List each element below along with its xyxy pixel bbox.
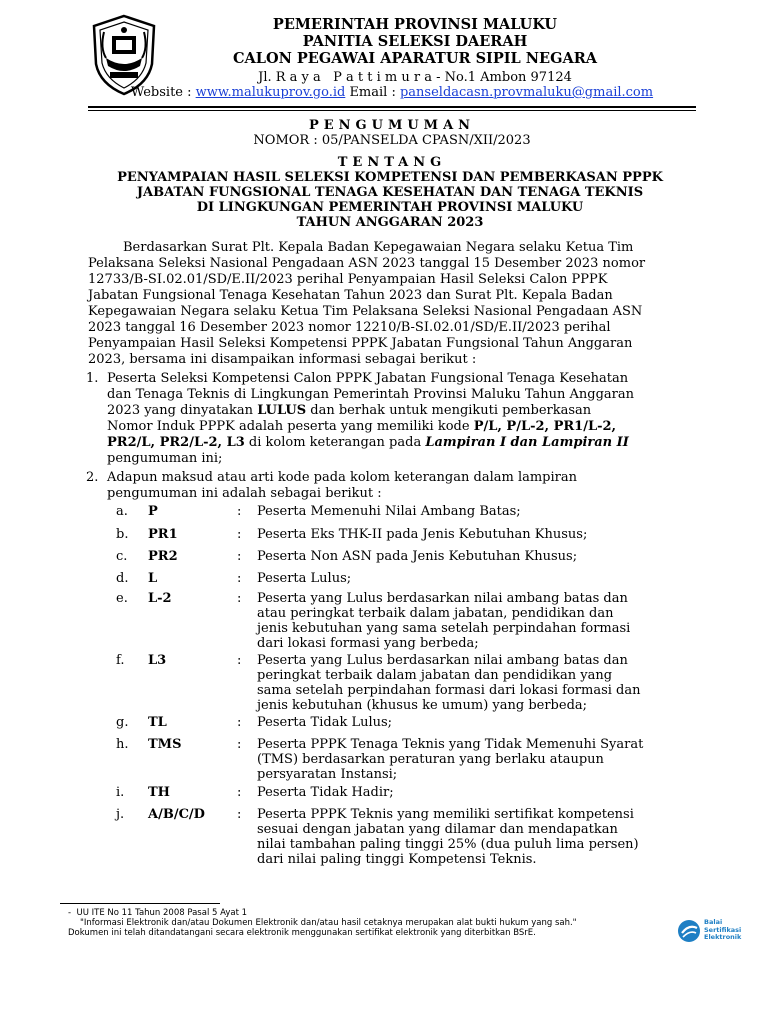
email-link[interactable]: panseldacasn.provmaluku@gmail.com	[399, 85, 654, 100]
point-1-text: 2023 yang dinyatakan	[107, 403, 258, 418]
code-colon: :	[237, 715, 242, 730]
point-1-line-3	[107, 403, 695, 418]
intro-line-4: Jabatan Fungsional Tenaga Kesehatan Tahun 2023 dan Surat Plt. Kepala Badan	[88, 288, 613, 303]
code-description	[257, 591, 684, 651]
code-letter: g.	[116, 715, 129, 730]
code-letter: j.	[116, 807, 125, 822]
code-value: P	[148, 504, 158, 519]
code-colon: :	[237, 527, 242, 542]
lampiran-label: Lampiran I dan Lampiran II	[425, 435, 629, 450]
email-label: Email :	[345, 85, 400, 100]
code-description-line: Peserta yang Lulus berdasarkan nilai ambang batas dan	[257, 591, 628, 606]
footer-line-3: Dokumen ini telah ditandatangani secara elektronik menggunakan sertifikat elektronik yang diterbitkan BSrE.	[68, 928, 536, 938]
code-description-line: Peserta Memenuhi Nilai Ambang Batas;	[257, 504, 521, 519]
intro-line-2: Pelaksana Seleksi Nasional Pengadaan ASN 2023 tanggal 15 Desember 2023 nomor	[88, 256, 646, 271]
point-1-line-4	[107, 419, 695, 434]
announcement-title: PENGUMUMAN	[308, 118, 476, 133]
letterhead-divider-thin	[88, 110, 696, 111]
website-link[interactable]: www.malukuprov.go.id	[195, 85, 346, 100]
letterhead-line-3: CALON PEGAWAI APARATUR SIPIL NEGARA	[232, 50, 598, 67]
code-colon: :	[237, 785, 242, 800]
code-colon: :	[237, 807, 242, 822]
code-value: TMS	[148, 737, 182, 752]
code-description-line: Peserta Tidak Hadir;	[257, 785, 394, 800]
code-value: L3	[148, 653, 167, 668]
code-description-line: peringkat terbaik dalam jabatan dan pendidikan yang	[257, 668, 613, 683]
code-value: A/B/C/D	[148, 807, 205, 822]
code-description-line: dari nilai paling tinggi Kompetensi Teknis.	[257, 852, 537, 867]
point-2-line-2: pengumuman ini adalah sebagai berikut :	[107, 486, 382, 501]
point-1-line-6: pengumuman ini;	[107, 451, 223, 466]
code-description-line: Peserta Tidak Lulus;	[257, 715, 393, 730]
code-description	[257, 653, 684, 713]
point-1-text: dan berhak untuk mengikuti pemberkasan	[306, 403, 592, 418]
code-value: TH	[148, 785, 170, 800]
code-description-line: nilai tambahan paling tinggi 25% (dua puluh lima persen)	[257, 837, 639, 852]
point-1-line-5	[107, 435, 695, 450]
intro-line-8: 2023, bersama ini disampaikan informasi sebagai berikut :	[88, 352, 477, 367]
code-letter: b.	[116, 527, 129, 542]
subject-line-1: PENYAMPAIAN HASIL SELEKSI KOMPETENSI DAN PEMBERKASAN PPPK	[117, 170, 663, 185]
code-description-line: atau peringkat terbaik dalam jabatan, pendidikan dan	[257, 606, 614, 621]
point-1-line-2: dan Tenaga Teknis di Lingkungan Pemerintah Provinsi Maluku Tahun Anggaran	[107, 387, 634, 402]
announcement-about: TENTANG	[337, 155, 447, 170]
letterhead-divider-thick	[88, 106, 696, 108]
code-value: L	[148, 571, 158, 586]
footer-line-2: "Informasi Elektronik dan/atau Dokumen Elektronik dan/atau hasil cetaknya merupakan alat bukti hukum yang sah."	[80, 918, 577, 928]
point-2-number: 2.	[86, 470, 99, 485]
code-colon: :	[237, 591, 242, 606]
code-description	[257, 807, 684, 867]
intro-line-5: Kepegawaian Negara selaku Ketua Tim Pelaksana Seleksi Nasional Pengadaan ASN	[88, 304, 643, 319]
website-label: Website :	[130, 85, 196, 100]
code-letter: i.	[116, 785, 125, 800]
code-value: L-2	[148, 591, 172, 606]
point-2-line-1: Adapun maksud atau arti kode pada kolom keterangan dalam lampiran	[107, 470, 577, 485]
code-description	[257, 504, 684, 519]
code-description-line: jenis kebutuhan yang sama setelah perpindahan formasi	[257, 621, 631, 636]
code-value: TL	[148, 715, 167, 730]
subject-line-2: JABATAN FUNGSIONAL TENAGA KESEHATAN DAN TENAGA TEKNIS	[136, 185, 644, 200]
codes-label: PR2/L, PR2/L-2, L3	[107, 435, 245, 450]
code-description-line: Peserta PPPK Teknis yang memiliki sertifikat kompetensi	[257, 807, 634, 822]
code-letter: c.	[116, 549, 128, 564]
code-description-line: sesuai dengan jabatan yang dilamar dan mendapatkan	[257, 822, 618, 837]
letterhead-line-2: PANITIA SELEKSI DAERAH	[302, 33, 528, 50]
code-description	[257, 549, 684, 564]
announcement-number: NOMOR : 05/PANSELDA CPASN/XII/2023	[253, 133, 531, 148]
code-colon: :	[237, 504, 242, 519]
intro-line-7: Penyampaian Hasil Seleksi Kompetensi PPPK Jabatan Fungsional Tahun Anggaran	[88, 336, 633, 351]
code-description	[257, 715, 684, 730]
intro-line-6: 2023 tanggal 16 Desember 2023 nomor 12210/B-SI.02.01/SD/E.II/2023 perihal	[88, 320, 611, 335]
footer-divider	[60, 903, 220, 904]
point-1-line-1: Peserta Seleksi Kompetensi Calon PPPK Jabatan Fungsional Tenaga Kesehatan	[107, 371, 629, 386]
code-description-line: dari lokasi formasi yang berbeda;	[257, 636, 479, 651]
code-letter: d.	[116, 571, 129, 586]
letterhead-line-1: PEMERINTAH PROVINSI MALUKU	[272, 16, 558, 33]
subject-line-3: DI LINGKUNGAN PEMERINTAH PROVINSI MALUKU	[196, 200, 584, 215]
point-1-text: Nomor Induk PPPK adalah peserta yang memiliki kode	[107, 419, 474, 434]
code-colon: :	[237, 549, 242, 564]
lulus-label: LULUS	[257, 403, 307, 418]
code-description	[257, 737, 684, 782]
point-1-text: di kolom keterangan pada	[244, 435, 426, 450]
code-description-line: Peserta Non ASN pada Jenis Kebutuhan Khusus;	[257, 549, 578, 564]
intro-line-1: Berdasarkan Surat Plt. Kepala Badan Kepegawaian Negara selaku Ketua Tim	[123, 240, 634, 255]
code-description	[257, 571, 684, 586]
code-description-line: jenis kebutuhan (khusus ke umum) yang berbeda;	[257, 698, 588, 713]
code-description-line: sama setelah perpindahan formasi dari lokasi formasi dan	[257, 683, 641, 698]
code-description-line: Peserta PPPK Tenaga Teknis yang Tidak Memenuhi Syarat	[257, 737, 644, 752]
code-value: PR1	[148, 527, 178, 542]
bsre-logo-text: Balai Sertifikasi Elektronik	[704, 918, 742, 941]
code-letter: a.	[116, 504, 128, 519]
code-colon: :	[237, 737, 242, 752]
maluku-coat-of-arms-logo	[90, 14, 158, 96]
code-description	[257, 527, 684, 542]
code-description-line: Peserta Eks THK-II pada Jenis Kebutuhan Khusus;	[257, 527, 588, 542]
code-letter: h.	[116, 737, 129, 752]
bsre-logo	[676, 916, 746, 946]
point-1-number: 1.	[86, 371, 99, 386]
codes-label: P/L, P/L-2, PR1/L-2,	[473, 419, 617, 434]
code-value: PR2	[148, 549, 178, 564]
code-description-line: persyaratan Instansi;	[257, 767, 398, 782]
subject-line-4: TAHUN ANGGARAN 2023	[296, 215, 484, 230]
code-description-line: (TMS) berdasarkan peraturan yang berlaku ataupun	[257, 752, 604, 767]
code-colon: :	[237, 653, 242, 668]
letterhead-contact	[88, 85, 696, 100]
code-letter: f.	[116, 653, 125, 668]
code-letter: e.	[116, 591, 128, 606]
code-colon: :	[237, 571, 242, 586]
code-description-line: Peserta Lulus;	[257, 571, 352, 586]
letterhead-address: Jl. R a y a P a t t i m u r a - No.1 Ambon 97124	[258, 70, 572, 85]
intro-line-3: 12733/B-SI.02.01/SD/E.II/2023 perihal Penyampaian Hasil Seleksi Calon PPPK	[88, 272, 608, 287]
code-description-line: Peserta yang Lulus berdasarkan nilai ambang batas dan	[257, 653, 628, 668]
code-description	[257, 785, 684, 800]
footer-line-1: - UU ITE No 11 Tahun 2008 Pasal 5 Ayat 1	[68, 908, 248, 918]
